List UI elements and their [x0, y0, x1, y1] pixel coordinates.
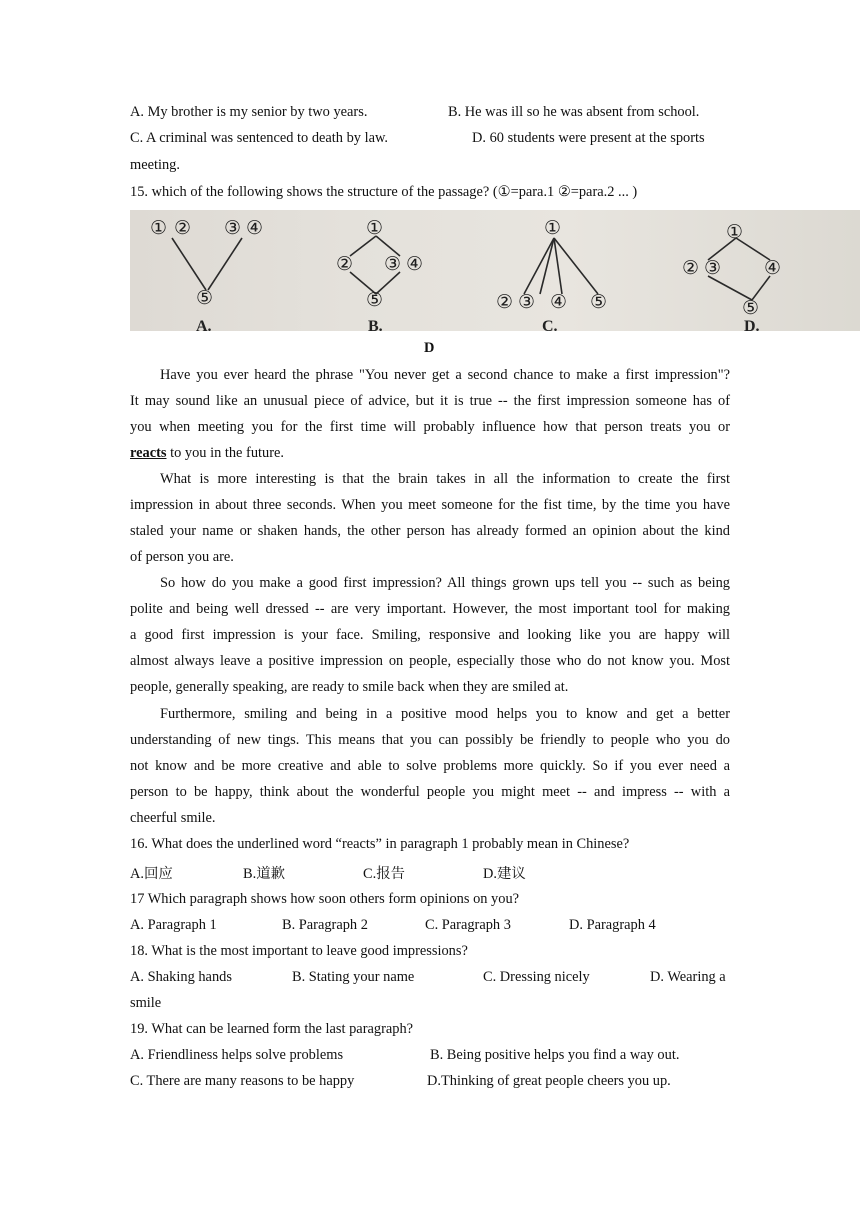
q14-option-b: B. He was ill so he was absent from school.	[448, 104, 700, 120]
p1-line-1: Have you ever heard the phrase "You never get a second chance to make a first impression"?	[160, 367, 730, 383]
diagram-label-b: B.	[368, 318, 383, 331]
q18-option-d: D. Wearing a	[650, 969, 726, 985]
q18-question: 18. What is the most important to leave good impressions?	[130, 943, 468, 959]
p1-line-2: It may sound like an unusual piece of advice, but it is true -- the first impression someone has of	[130, 393, 730, 409]
svg-text:④: ④	[246, 217, 264, 239]
svg-text:④: ④	[406, 253, 424, 275]
q15-question: 15. which of the following shows the structure of the passage? (①=para.1 ②=para.2 ... )	[130, 184, 638, 200]
p2-line-4: of person you are.	[130, 549, 234, 565]
structure-diagrams	[130, 210, 860, 331]
q19-option-b: B. Being positive helps you find a way out.	[430, 1047, 680, 1063]
p3-line-2: polite and being well dressed -- are very important. However, the most important tool for making	[130, 601, 730, 617]
p4-line-5: cheerful smile.	[130, 810, 216, 826]
q18-option-d-wrap: smile	[130, 995, 162, 1011]
q16-option-b: B.道歉	[243, 866, 285, 882]
p2-line-1: What is more interesting is that the brain takes in all the information to create the first	[160, 471, 730, 487]
q18-option-c: C. Dressing nicely	[483, 969, 590, 985]
diagram-a-bottom: ⑤	[196, 287, 214, 309]
q19-option-d: D.Thinking of great people cheers you up.	[427, 1073, 671, 1089]
q14-option-c: C. A criminal was sentenced to death by law.	[130, 130, 389, 146]
underlined-word-reacts: reacts	[130, 445, 167, 461]
svg-text:⑤: ⑤	[590, 291, 608, 313]
diagram-c-top: ①	[544, 217, 562, 239]
q19-option-c: C. There are many reasons to be happy	[130, 1073, 355, 1089]
diagram-a-top-right: ③	[224, 217, 242, 239]
diagram-label-d: D.	[744, 318, 760, 331]
p1-line-4: reacts to you in the future.	[130, 445, 285, 461]
diagram-label-a: A.	[196, 318, 212, 331]
q17-option-c: C. Paragraph 3	[425, 917, 511, 933]
svg-text:②: ②	[496, 291, 514, 313]
svg-text:②: ②	[336, 253, 354, 275]
svg-text:④: ④	[550, 291, 568, 313]
q14-option-a: A. My brother is my senior by two years.	[130, 104, 368, 120]
section-letter: D	[424, 340, 435, 356]
q16-option-a: A.回应	[130, 866, 173, 882]
svg-text:②: ②	[682, 257, 700, 279]
q14-option-d-wrap: meeting.	[130, 157, 180, 173]
p3-line-3: a good first impression is your face. Smiling, responsive and looking like you are happy will	[130, 627, 730, 643]
p2-line-3: staled your name or shaken hands, the other person has already formed an opinion about the kind	[130, 523, 730, 539]
diagram-a-top-left: ①	[150, 217, 168, 239]
svg-text:②: ②	[174, 217, 192, 239]
p4-line-4: person to be happy, think about the wonderful people you might meet -- and impress -- with a	[130, 784, 730, 800]
p4-line-1: Furthermore, smiling and being in a positive mood helps you to know and get a better	[160, 706, 730, 722]
p3-line-1: So how do you make a good first impression? All things grown ups tell you -- such as being	[160, 575, 730, 591]
svg-text:③: ③	[384, 253, 402, 275]
q16-option-d: D.建议	[483, 866, 526, 882]
diagram-d-top: ①	[726, 221, 744, 243]
q19-question: 19. What can be learned form the last paragraph?	[130, 1021, 414, 1037]
p4-line-2: understanding of new tings. This means that you can possibly be friendly to people who you do	[130, 732, 730, 748]
q17-option-b: B. Paragraph 2	[282, 917, 368, 933]
p2-line-2: impression in about three seconds. When you meet someone for the fist time, by the time you have	[130, 497, 730, 513]
q17-option-a: A. Paragraph 1	[130, 917, 217, 933]
p3-line-4: almost always leave a positive impression on people, especially those who do not know you. Most	[130, 653, 730, 669]
diagram-label-c: C.	[542, 318, 558, 331]
diagram-d-bottom: ⑤	[742, 297, 760, 319]
diagram-b-bottom: ⑤	[366, 289, 384, 311]
svg-text:③: ③	[704, 257, 722, 279]
svg-text:④: ④	[764, 257, 782, 279]
q19-option-a: A. Friendliness helps solve problems	[130, 1047, 344, 1063]
q18-option-a: A. Shaking hands	[130, 969, 232, 985]
q16-question: 16. What does the underlined word “reacts” in paragraph 1 probably mean in Chinese?	[130, 836, 630, 852]
q17-question: 17 Which paragraph shows how soon others form opinions on you?	[130, 891, 520, 907]
svg-text:③: ③	[518, 291, 536, 313]
q17-option-d: D. Paragraph 4	[569, 917, 656, 933]
diagram-b-top: ①	[366, 217, 384, 239]
p3-line-5: people, generally speaking, are ready to smile back when they are smiled at.	[130, 679, 569, 695]
structure-diagram-image	[130, 210, 860, 331]
q18-option-b: B. Stating your name	[292, 969, 415, 985]
p1-line-3: you when meeting you for the first time will probably influence how that person treats you or	[130, 419, 730, 435]
q16-option-c: C.报告	[363, 866, 405, 882]
p4-line-3: not know and be more creative and able to solve problems more quickly. So if you ever need a	[130, 758, 730, 774]
q14-option-d: D. 60 students were present at the sports	[472, 130, 705, 146]
